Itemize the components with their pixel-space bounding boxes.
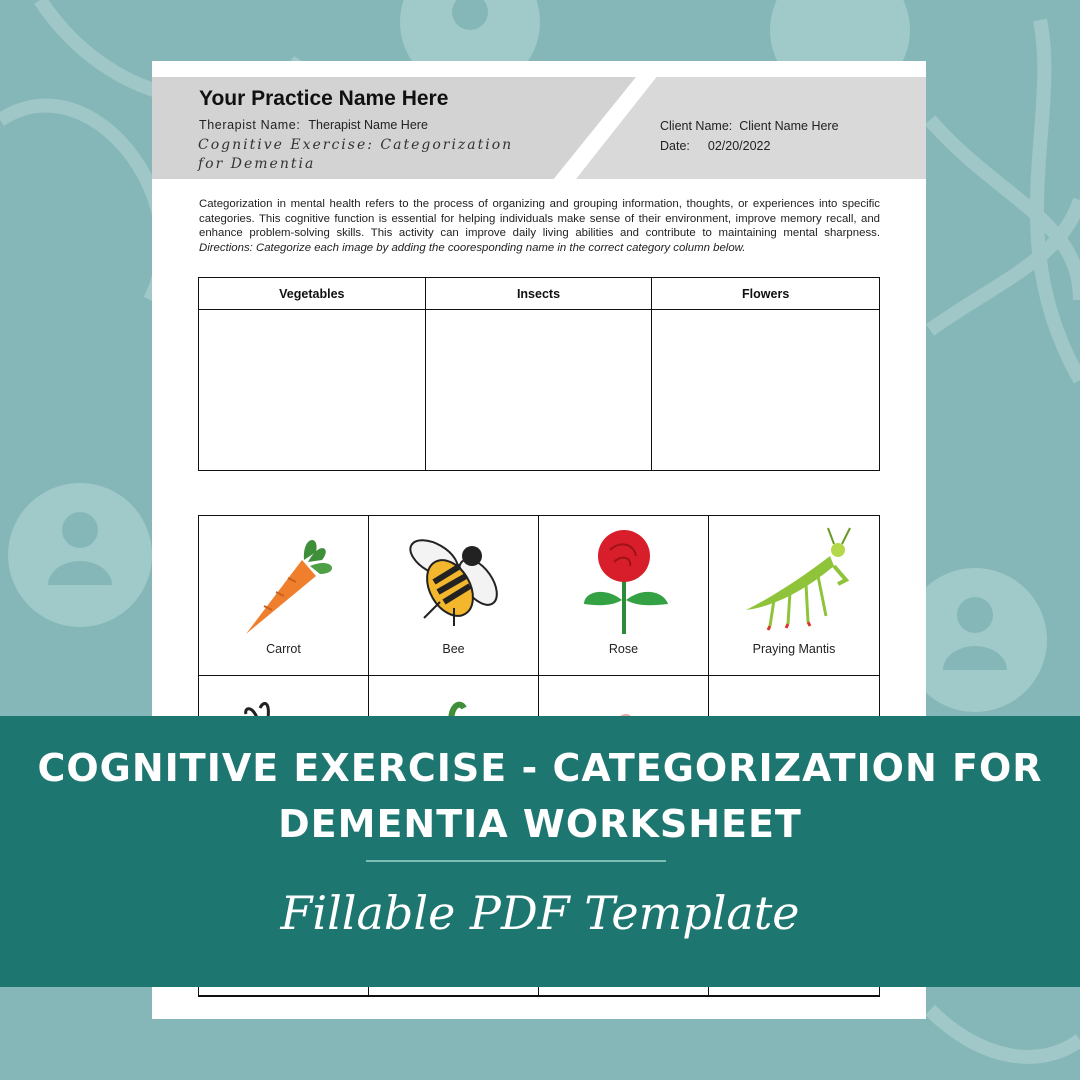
therapist-line <box>199 118 428 132</box>
bee-icon <box>394 526 514 638</box>
banner-title <box>0 740 1080 852</box>
date-field[interactable]: 02/20/2022 <box>707 139 771 153</box>
image-cell-rose <box>539 516 709 676</box>
therapist-field[interactable]: Therapist Name Here <box>308 118 428 132</box>
vegetables-input-field[interactable] <box>199 310 426 470</box>
exercise-title: Cognitive Exercise: Categorization for Dementia <box>198 137 514 172</box>
promo-banner <box>0 716 1080 987</box>
client-line <box>660 119 839 133</box>
intro-text: Categorization in mental health refers to the process of organizing and grouping information, thoughts, or experiences into specific categories. This cognitive function is essential for helping individuals make sense of their environment, improve memory recall, and enhance problem-solving skills. This activity can improve daily living abilities and contribute to maintaining mental sharpness. <box>199 198 880 239</box>
image-cell-bee <box>369 516 539 676</box>
bee-label: Bee <box>442 642 465 656</box>
banner-title-line-1: COGNITIVE EXERCISE - CATEGORIZATION FOR <box>37 746 1043 790</box>
carrot-icon <box>224 526 344 638</box>
banner-subtitle: Fillable PDF Template <box>280 886 800 940</box>
praying-mantis-label: Praying Mantis <box>752 642 836 656</box>
flowers-input-field[interactable] <box>652 310 879 470</box>
category-table <box>198 277 880 471</box>
client-field[interactable]: Client Name Here <box>739 119 839 133</box>
category-header-insects: Insects <box>426 278 653 310</box>
image-cell-carrot <box>199 516 369 676</box>
banner-divider <box>366 860 666 862</box>
intro-paragraph <box>199 197 880 255</box>
therapist-label: Therapist Name: <box>199 118 301 132</box>
insects-input-field[interactable] <box>426 310 653 470</box>
rose-icon <box>564 526 684 638</box>
date-line <box>660 139 770 153</box>
client-label: Client Name: <box>660 119 733 133</box>
banner-title-line-2: DEMENTIA WORKSHEET <box>278 802 802 846</box>
image-cell-mantis <box>709 516 879 676</box>
practice-name: Your Practice Name Here <box>199 87 449 110</box>
praying-mantis-icon <box>734 526 854 638</box>
category-header-flowers: Flowers <box>652 278 879 310</box>
category-header-vegetables: Vegetables <box>199 278 426 310</box>
date-label: Date: <box>660 139 690 153</box>
rose-label: Rose <box>608 642 639 656</box>
directions-text: Directions: Categorize each image by adding the cooresponding name in the correct category column below. <box>199 241 746 254</box>
carrot-label: Carrot <box>266 642 301 656</box>
